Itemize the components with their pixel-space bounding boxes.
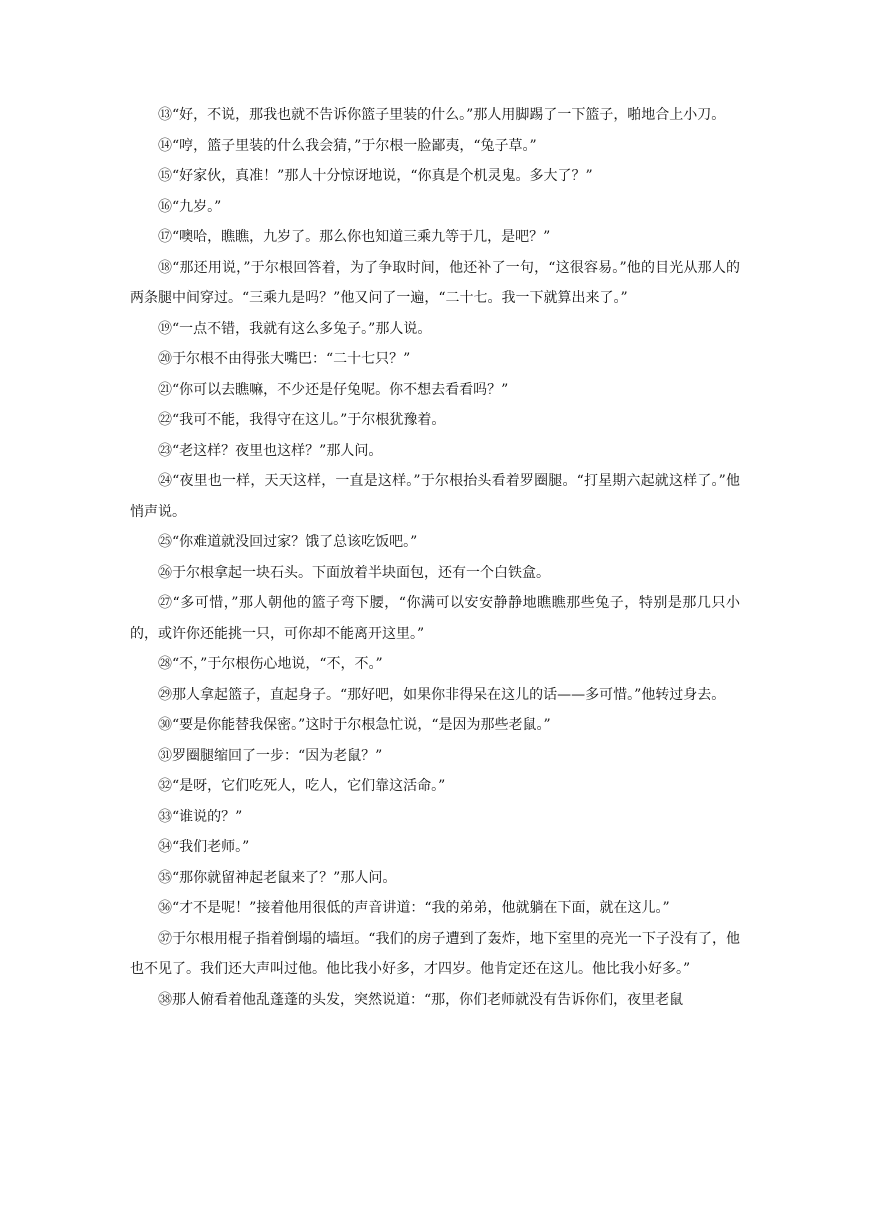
paragraph-20: ⑳于尔根不由得张大嘴巴：“二十七只？” xyxy=(158,351,411,367)
paragraph-23: ㉓“老这样？夜里也这样？”那人问。 xyxy=(158,442,383,459)
paragraph-13: ⑬“好，不说，那我也就不告诉你篮子里装的什么。”那人用脚踢了一下篮子，啪地合上小刀。 xyxy=(158,107,726,123)
paragraph-28: ㉘“不，”于尔根伤心地说，“不，不。” xyxy=(158,656,383,672)
paragraph-18: ⑱“那还用说，”于尔根回答着，为了争取时间，他还补了一句，“这很容易。”他的目光从那人的两条腿中间穿过。“三乘九是吗？”他又问了一遍，“二十七。我一下就算出来了。” xyxy=(130,259,740,306)
paragraph-34: ㉞“我们老师。” xyxy=(158,839,250,855)
paragraph-29: ㉙那人拿起篮子，直起身子。“那好吧，如果你非得呆在这儿的话——多可惜。”他转过身去。 xyxy=(158,686,726,703)
paragraph-38: ㊳那人俯看着他乱蓬蓬的头发，突然说道：“那，你们老师就没有告诉你们，夜里老鼠 xyxy=(158,991,684,1008)
paragraph-14: ⑭“哼，篮子里装的什么我会猜，”于尔根一脸鄙夷，“兔子草。” xyxy=(158,137,537,154)
paragraph-35: ㉟“那你就留神起老鼠来了？”那人问。 xyxy=(158,869,397,886)
paragraph-15: ⑮“好家伙，真准！”那人十分惊讶地说，“你真是个机灵鬼。多大了？” xyxy=(158,168,593,184)
paragraph-16: ⑯“九岁。” xyxy=(158,198,222,215)
paragraph-30: ㉚“要是你能替我保密。”这时于尔根急忙说，“是因为那些老鼠。” xyxy=(158,717,551,733)
paragraph-25: ㉕“你难道就没回过家？饿了总该吃饭吧。” xyxy=(158,534,418,550)
paragraph-27: ㉗“多可惜，”那人朝他的篮子弯下腰，“你满可以安安静静地瞧瞧那些兔子，特别是那几只小的，或许你还能挑一只，可你却不能离开这里。” xyxy=(130,595,740,642)
paragraph-22: ㉒“我可不能，我得守在这儿。”于尔根犹豫着。 xyxy=(158,412,446,428)
paragraph-26: ㉖于尔根拿起一块石头。下面放着半块面包，还有一个白铁盒。 xyxy=(158,564,550,581)
paragraph-31: ㉛罗圈腿缩回了一步：“因为老鼠？” xyxy=(158,747,383,764)
paragraph-21: ㉑“你可以去瞧嘛，不少还是仔兔呢。你不想去看看吗？” xyxy=(158,381,509,398)
paragraph-36: ㊱“才不是呢！”接着他用很低的声音讲道：“我的弟弟，他就躺在下面，就在这儿。” xyxy=(158,900,670,916)
paragraph-37: ㊲于尔根用棍子指着倒塌的墙垣。“我们的房子遭到了轰炸，地下室里的亮光一下子没有了，他也不见了。我们还大声叫过他。他比我小好多，才四岁。他肯定还在这儿。他比我小好多。” xyxy=(130,930,740,977)
paragraph-24: ㉔“夜里也一样，天天这样，一直是这样。”于尔根抬头看着罗圈腿。“打星期六起就这样了。”他悄声说。 xyxy=(130,473,740,520)
paragraph-19: ⑲“一点不错，我就有这么多兔子。”那人说。 xyxy=(158,320,432,337)
story-text-body xyxy=(130,100,740,1015)
paragraph-33: ㉝“谁说的？” xyxy=(158,808,243,825)
paragraph-32: ㉜“是呀，它们吃死人，吃人，它们靠这活命。” xyxy=(158,778,446,794)
paragraph-17: ⑰“噢哈，瞧瞧，九岁了。那么你也知道三乘九等于几，是吧？” xyxy=(158,229,551,245)
